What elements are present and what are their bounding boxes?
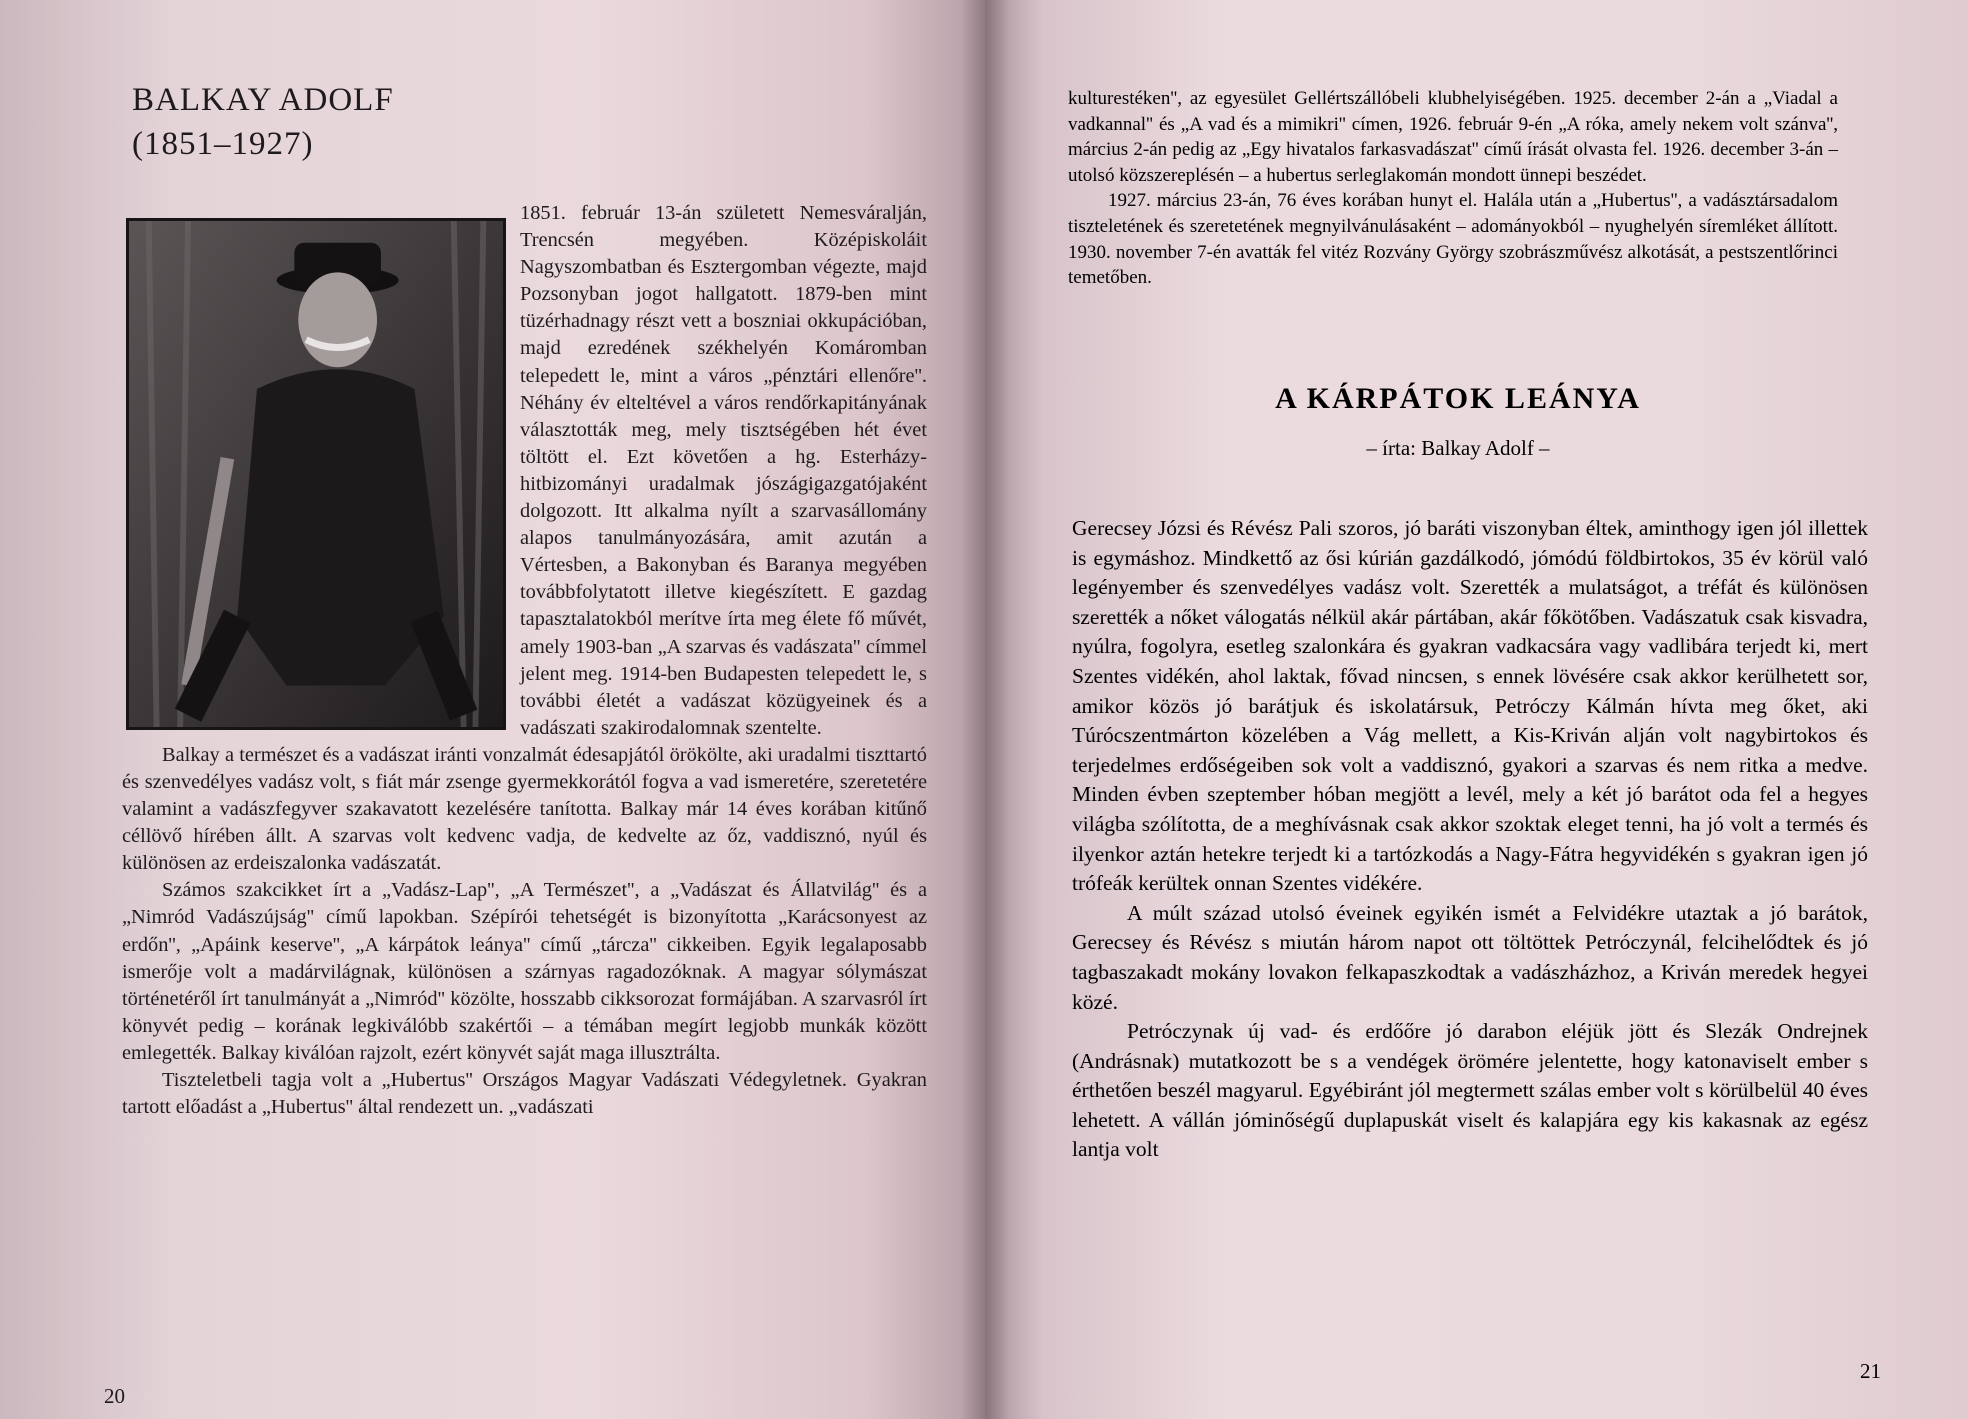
continuation-paragraph: 1927. március 23-án, 76 éves korában hunyt el. Halála után a „Hubertus'', a vadásztársadalom tiszteletének és szeretetének megnyilvánulásaként – adományokból – nyughelyén síremléket állított. 1930. november 7-én avatták fel vitéz Rozvány György szobrászművész alkotását, a pestszentlőrinci temetőben. (1068, 190, 1838, 289)
page-number-left: 20 (104, 1384, 125, 1408)
biography-years: (1851–1927) (132, 126, 314, 162)
biography-continuation (1068, 86, 1838, 291)
story-paragraph: A múlt század utolsó éveinek egyikén ismét a Felvidékre utaztak a jó barátok, Gerecsey és Révész s miután három napot ott töltöttek Petróczynál, felcihelődtek és jó tagbaszakadt mokány lovakon felkapaszkodtak a vadászházhoz, a Kriván meredek hegyei közé. (1072, 900, 1868, 1014)
photo-text-wrap-spacer (122, 200, 520, 740)
book-gutter (960, 0, 1010, 1419)
biography-text (122, 200, 927, 1121)
biography-paragraph: Balkay a természet és a vadászat iránti vonzalmát édesapjától örökölte, aki uradalmi tiszttartó és szenvedélyes vadász volt, s fiát már zsenge gyermekkorától fogva a vad ismeretére, szeretetére valamint a vadászfegyver szakavatott kezelésére tanította. Balkay már 14 éves korában kitűnő céllövő hírében állt. A szarvas volt kedvenc vadja, de kedvelte az őz, vaddisznó, nyúl és különösen az erdeiszalonka vadászatát. (122, 743, 927, 875)
story-text (1072, 514, 1868, 1165)
page-number-right: 21 (1860, 1359, 1881, 1383)
story-paragraph: Gerecsey Józsi és Révész Pali szoros, jó baráti viszonyban éltek, aminthogy igen jól illettek is egymáshoz. Mindkettő az ősi kúrián gazdálkodó, jómódú földbirtokos, 35 év körül való legényember és szenvedélyes vadász volt. Szerették a mulatságot, a tréfát és különösen szerették a nőket válogatás nélkül akár pártában, akár főkötőben. Vadászatuk csak kisvadra, nyúlra, fogolyra, esetleg szalonkára és gyakran vadkacsára vagy vadlibára terjedt ki, mert Szentes vidékén, ahol laktak, fővad nincsen, s ennek lövésére csak akkor kerülhetett sor, amikor közös jó barátjuk és iskolatársuk, Petróczy Kálmán hívta meg őket, aki Túrócszentmárton közelében a Vág mellett, a Kis-Kriván alján volt nagybirtokos és terjedelmes erdőségeiben sok volt a vaddisznó, gyakori a szarvas és nem ritka a medve. Minden évben szeptember hóban megjött a levél, mely a két jó barátot oda fel a hegyes világba szólította, de a meghívásnak csak akkor szoktak eleget tenni, ha jó volt a termés és ilyenkor aztán hetekre terjedt ki a tartózkodás a Nagy-Fátra hegyvidékén s gyakran igen jó trófeák kerültek onnan Szentes vidékére. (1072, 516, 1868, 896)
biography-paragraph: Tiszteletbeli tagja volt a „Hubertus'' Országos Magyar Vadászati Védegyletnek. Gyakran tartott előadást a „Hubertus'' által rendezett un. „vadászati (122, 1069, 927, 1119)
story-byline: – írta: Balkay Adolf – (1366, 436, 1550, 460)
biography-title (132, 78, 394, 166)
biography-name: BALKAY ADOLF (132, 82, 394, 118)
continuation-paragraph: kulturestéken'', az egyesület Gellértszállóbeli klubhelyiségében. 1925. december 2-án a „Viadal a vadkannal'' és „A vad és a mimikri'' címen, 1926. február 9-én „A róka, amely nekem volt szánva'', március 2-án pedig az „Egy hivatalos farkasvadászat'' című írását olvasta fel. 1926. december 3-án – utolsó közszereplésén – a hubertus serleglakomán mondott ünnepi beszédet. (1068, 88, 1838, 186)
biography-paragraph: Számos szakcikket írt a „Vadász-Lap'', „A Természet'', a „Vadászat és Állatvilág'' és a „Nimród Vadászújság'' című lapokban. Szépírói tehetségét is bizonyította „Karácsonyest az erdőn'', „Apáink keserve'', „A kárpátok leánya'' című „tárcza'' cikkeiben. Egyik legalaposabb ismerője volt a madárvilágnak, különösen a szárnyas ragadozóknak. A magyar sólymászat történetéről írt tanulmányát a „Nimród'' közölte, hosszabb cikksorozat formájában. A szarvasról írt könyvét pedig – korának legkiválóbb szakértői – a témában megírt legjobb munkák között emlegették. Balkay kiválóan rajzolt, ezért könyvét saját maga illusztrálta. (122, 879, 927, 1064)
story-title: A KÁRPÁTOK LEÁNYA (1275, 382, 1641, 415)
biography-paragraph: 1851. február 13-án született Nemesváralján, Trencsén megyében. Középiskoláit Nagyszombatban és Esztergomban végezte, majd Pozsonyban jogot hallgatott. 1879-ben mint tüzérhadnagy részt vett a boszniai okkupációban, majd ezredének székhelyén Komáromban telepedett le, mint a város „pénztári ellenőre''. Néhány év elteltével a város rendőrkapitányának választották meg, mely tisztségében hét évet töltött el. Ezt követően a hg. Esterházy-hitbizományi uradalmak jószágigazgatójaként dolgozott. Itt alkalma nyílt a szarvasállomány alapos tanulmányozására, amit azután a Vértesben, a Bakonyban és Baranya megyében továbbfolytatott illetve kiegészített. E gazdag tapasztalatokból merítve írta meg élete fő művét, amely 1903-ban „A szarvas és vadászata'' címmel jelent meg. 1914-ben Budapesten telepedett le, s további életét a vadászat közügyeinek és a vadászati szakirodalomnak szentelte. (520, 202, 927, 739)
story-paragraph: Petróczynak új vad- és erdőőre jó darabon eléjük jött és Slezák Ondrejnek (Andrásnak) mutatkozott be s a vendégek örömére jelentette, hogy katonaviselt ember s érthetően beszél magyarul. Egyébiránt jól megtermett szálas ember volt s körülbelül 40 éves lehetett. A vállán jóminőségű duplapuskát viselt és kalapjára egy kis kakasnak az egész lantja volt (1072, 1019, 1868, 1162)
